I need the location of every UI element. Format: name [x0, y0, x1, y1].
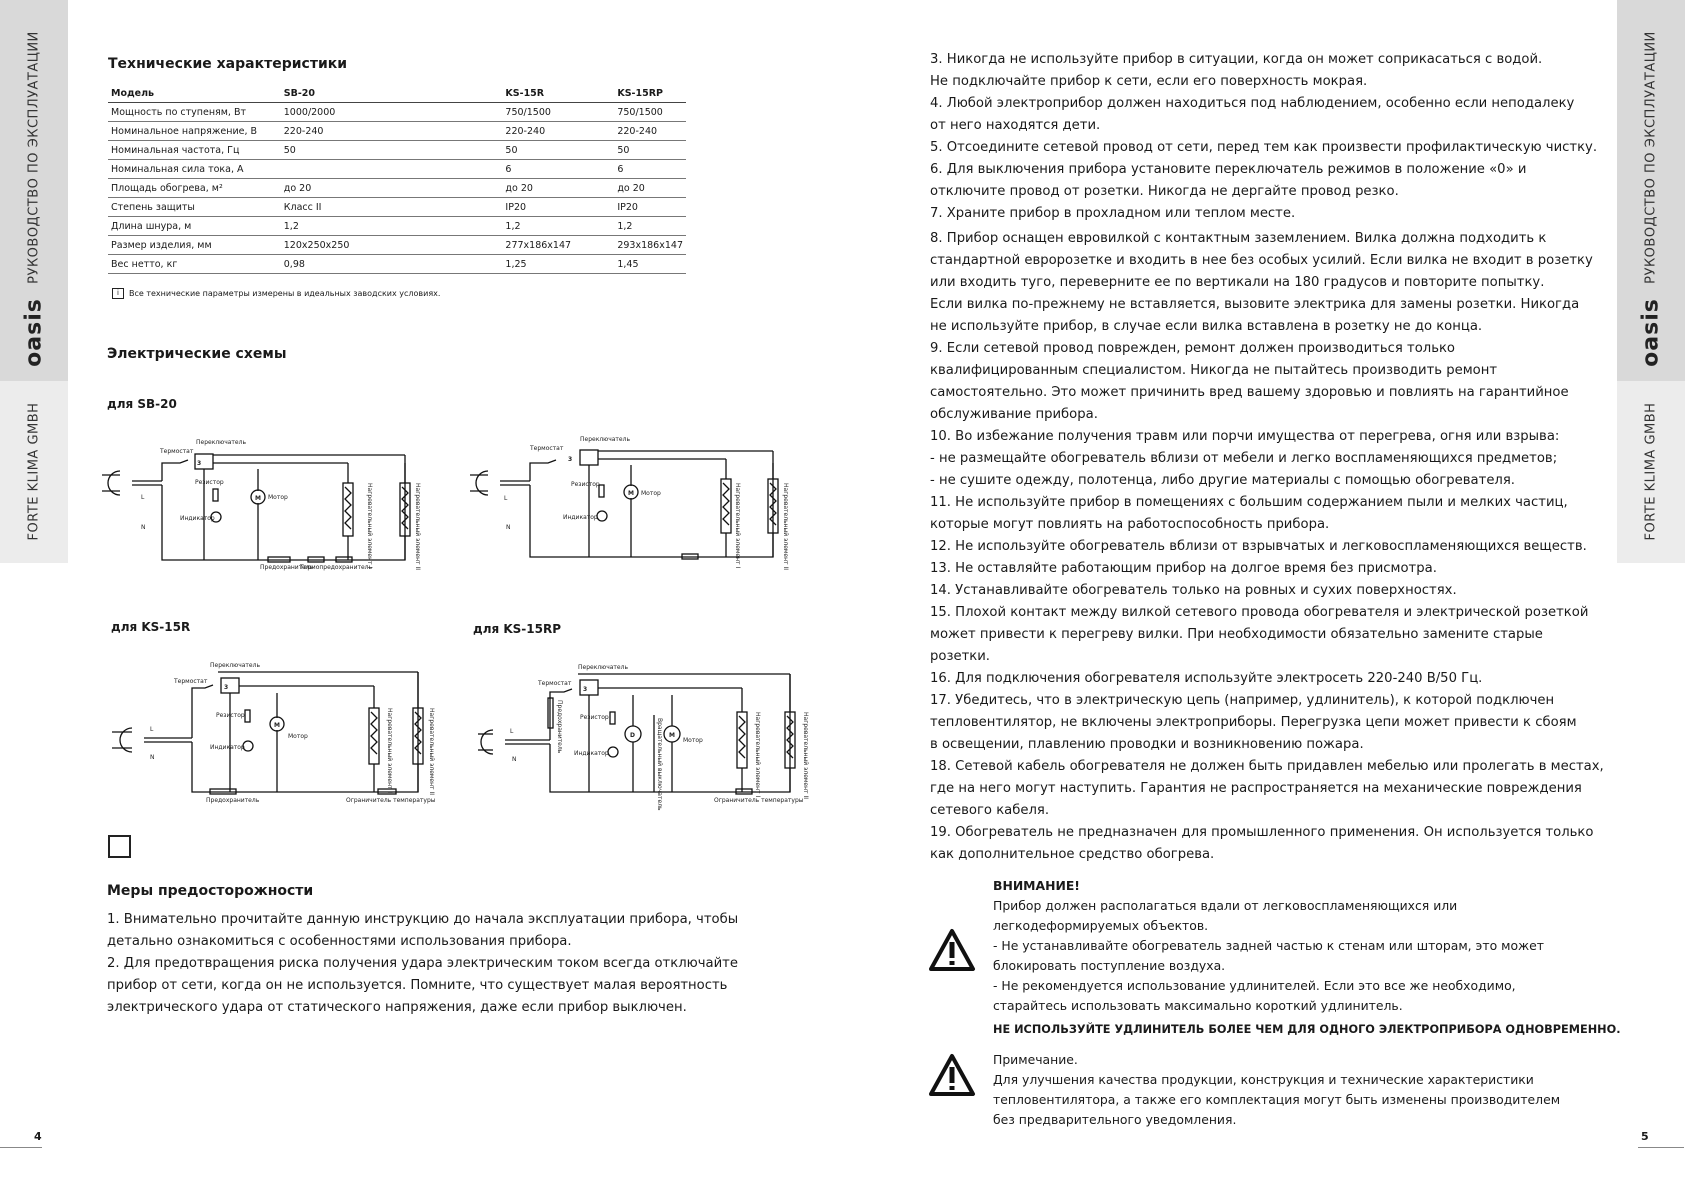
warning-line: старайтесь использовать максимально короткий удлинитель. — [993, 998, 1403, 1013]
table-row — [108, 122, 686, 141]
diagram-label-resistor: Резистор — [580, 714, 609, 721]
diagram-label-resistor: Резистор — [195, 479, 224, 486]
precaution-line: 9. Если сетевой провод поврежден, ремонт должен производиться только — [930, 341, 1455, 356]
table-cell: 750/1500 — [614, 103, 686, 122]
warning-line: - Не рекомендуется использование удлинителей. Если это все же необходимо, — [993, 978, 1516, 993]
precaution-line: самостоятельно. Это может причинить вред вашему здоровью и повлиять на гарантийное — [930, 385, 1569, 400]
precaution-line: или входить туго, переверните ее по вертикали на 180 градусов и повторите попытку. — [930, 275, 1545, 290]
table-cell: Класс II — [281, 198, 503, 217]
table-cell: Степень защиты — [108, 198, 281, 217]
diagram-label-rotation-switch: Вращательный выключатель — [656, 718, 663, 811]
diagram-label-thermostat: Термостат — [530, 445, 564, 452]
precaution-line: Не подключайте прибор к сети, если его поверхность мокрая. — [930, 74, 1368, 89]
precaution-line: 8. Прибор оснащен евровилкой с контактным заземлением. Вилка должна подходить к — [930, 231, 1547, 246]
motor-symbol: M — [255, 495, 261, 502]
diagram-label-thermostat: Термостат — [174, 678, 208, 685]
precaution-line: 12. Не используйте обогреватель вблизи от взрывчатых и легковоспламеняющихся веществ. — [930, 539, 1587, 554]
switch-position: 3 — [197, 460, 202, 467]
diagram-label-fuse: Предохранитель — [260, 564, 314, 571]
sidebar-company: FORTE KLIMA GMBH — [1643, 402, 1659, 541]
table-cell — [281, 160, 503, 179]
precaution-line: стандартной евророзетке и входить в нее без особых усилий. Если вилка не входит в розетку — [930, 253, 1593, 268]
precaution-line: которые могут повлиять на работоспособность прибора. — [930, 517, 1330, 532]
right-sidebar-bottom — [1617, 381, 1685, 563]
note-line: без предварительного уведомления. — [993, 1112, 1237, 1127]
diagram-label-heater2: Нагревательный элемент II — [802, 712, 809, 799]
scheme-label-sb20: для SB-20 — [107, 397, 177, 411]
table-cell: Номинальная сила тока, А — [108, 160, 281, 179]
table-cell: до 20 — [281, 179, 503, 198]
diagram-label-thermostat: Термостат — [538, 680, 572, 687]
precaution-line: может привести к перегреву вилки. При необходимости обязательно замените старые — [930, 627, 1543, 642]
table-cell: 0,98 — [281, 255, 503, 274]
warning-caps-text: НЕ ИСПОЛЬЗУЙТЕ УДЛИНИТЕЛЬ БОЛЕЕ ЧЕМ ДЛЯ ОДНОГО ЭЛЕКТРОПРИБОРА ОДНОВРЕМЕННО. — [993, 1023, 1621, 1036]
table-cell: 293x186x147 — [614, 236, 686, 255]
precaution-line: 19. Обогреватель не предназначен для промышленного применения. Он используется только — [930, 825, 1594, 840]
precautions-right-text-b — [930, 228, 1604, 866]
diagram-label-limiter: Ограничитель температуры — [714, 797, 804, 804]
empty-checkbox-mark — [108, 835, 131, 858]
warning-line: Прибор должен располагаться вдали от легковоспламеняющихся или — [993, 898, 1458, 913]
motor-symbol: M — [669, 732, 675, 739]
table-cell: IP20 — [502, 198, 614, 217]
precaution-line: 2. Для предотвращения риска получения удара электрическим током всегда отключайте — [107, 956, 738, 971]
table-header: KS-15R — [502, 84, 614, 103]
table-cell: Вес нетто, кг — [108, 255, 281, 274]
wiring-diagram-sb20-alt — [468, 433, 788, 573]
scheme-label-ks15r: для KS-15R — [111, 620, 191, 634]
table-cell: 50 — [502, 141, 614, 160]
table-row — [108, 179, 686, 198]
table-cell: 1000/2000 — [281, 103, 503, 122]
precaution-line: 7. Храните прибор в прохладном или теплом месте. — [930, 206, 1296, 221]
diagram-label-motor: Мотор — [683, 737, 703, 744]
line-label: L — [141, 494, 145, 501]
diagram-label-resistor: Резистор — [571, 481, 600, 488]
scheme-label-ks15rp: для KS-15RP — [473, 622, 562, 636]
diagram-label-heater1: Нагревательный элемент I — [754, 712, 761, 798]
table-row — [108, 198, 686, 217]
precaution-line: детально ознакомиться с особенностями использования прибора. — [107, 934, 572, 949]
table-cell: 1,2 — [281, 217, 503, 236]
precaution-line: - не размещайте обогреватель вблизи от мебели и легко воспламеняющихся предметов; — [930, 451, 1558, 466]
motor-symbol: M — [628, 490, 634, 497]
table-header: KS-15RP — [614, 84, 686, 103]
wiring-diagram-ks15rp — [478, 660, 818, 810]
line-label: L — [150, 726, 154, 733]
table-cell: 1,45 — [614, 255, 686, 274]
precaution-line: 14. Устанавливайте обогреватель только на ровных и сухих поверхностях. — [930, 583, 1457, 598]
diagram-label-motor: Мотор — [641, 490, 661, 497]
diagram-label-resistor: Резистор — [216, 712, 245, 719]
table-cell: 750/1500 — [502, 103, 614, 122]
table-cell: Площадь обогрева, м² — [108, 179, 281, 198]
brand-logo: oasis — [21, 298, 47, 367]
diagram-label-switch: Переключатель — [580, 436, 630, 443]
table-row — [108, 160, 686, 179]
table-cell: Длина шнура, м — [108, 217, 281, 236]
table-cell: Номинальное напряжение, В — [108, 122, 281, 141]
table-cell: 220-240 — [281, 122, 503, 141]
table-row — [108, 236, 686, 255]
schemes-title: Электрические схемы — [107, 346, 287, 362]
warning-line: легкодеформируемых объектов. — [993, 918, 1209, 933]
precaution-line: тепловентилятор, не включены электроприборы. Перегрузка цепи может привести к сбоям — [930, 715, 1577, 730]
precaution-line: 6. Для выключения прибора установите переключатель режимов в положение «0» и — [930, 162, 1527, 177]
warning-triangle-icon — [929, 928, 975, 972]
precaution-line: Если вилка по-прежнему не вставляется, вызовите электрика для замены розетки. Никогда — [930, 297, 1580, 312]
motor-symbol: M — [274, 722, 280, 729]
precaution-line: от него находятся дети. — [930, 118, 1101, 133]
table-row — [108, 217, 686, 236]
table-row — [108, 255, 686, 274]
table-cell: 277x186x147 — [502, 236, 614, 255]
diagram-label-fuse: Предохранитель — [556, 700, 563, 754]
switch-position: 3 — [224, 684, 229, 691]
neutral-label: N — [506, 524, 511, 531]
diagram-label-heater1: Нагревательный элемент I — [366, 483, 373, 569]
specs-note — [112, 288, 440, 299]
precaution-line: 16. Для подключения обогревателя используйте электросеть 220-240 В/50 Гц. — [930, 671, 1483, 686]
table-header: SB-20 — [281, 84, 503, 103]
diagram-label-switch: Переключатель — [196, 439, 246, 446]
precaution-line: 15. Плохой контакт между вилкой сетевого провода обогревателя и электрической розеткой — [930, 605, 1589, 620]
warning-line: - Не устанавливайте обогреватель задней частью к стенам или шторам, это может — [993, 938, 1545, 953]
sidebar-manual-title: РУКОВОДСТВО ПО ЭКСПЛУАТАЦИИ — [26, 31, 42, 284]
neutral-label: N — [150, 754, 155, 761]
note-line: Для улучшения качества продукции, конструкция и технические характеристики — [993, 1072, 1534, 1087]
diagram-label-indicator: Индикатор — [210, 744, 245, 751]
info-book-icon: i — [112, 288, 124, 299]
table-cell: 120x250x250 — [281, 236, 503, 255]
table-cell: Мощность по ступеням, Вт — [108, 103, 281, 122]
page-number-right: 5 — [1641, 1130, 1649, 1143]
precaution-line: - не сушите одежду, полотенца, либо другие материалы с помощью обогревателя. — [930, 473, 1515, 488]
warning-line: блокировать поступление воздуха. — [993, 958, 1226, 973]
precaution-line: розетки. — [930, 649, 990, 664]
specs-title: Технические характеристики — [108, 56, 348, 72]
precaution-line: 10. Во избежание получения травм или порчи имущества от перегрева, огня или взрыва: — [930, 429, 1560, 444]
note-line: тепловентилятора, а также его комплектация могут быть изменены производителем — [993, 1092, 1561, 1107]
left-sidebar-top — [0, 0, 68, 381]
neutral-label: N — [512, 756, 517, 763]
page-number-left: 4 — [34, 1130, 42, 1143]
diagram-label-switch: Переключатель — [578, 664, 628, 671]
specs-note-text: Все технические параметры измерены в идеальных заводских условиях. — [129, 289, 441, 298]
warning-title: ВНИМАНИЕ! — [993, 878, 1080, 893]
warning-block — [993, 876, 1621, 1040]
table-cell: IP20 — [614, 198, 686, 217]
table-cell: 220-240 — [614, 122, 686, 141]
wiring-diagram-ks15r — [110, 660, 450, 805]
table-cell: до 20 — [502, 179, 614, 198]
diagram-label-heater1: Нагревательный элемент I — [386, 708, 393, 794]
diagram-label-indicator: Индикатор — [180, 515, 215, 522]
specs-table — [108, 84, 686, 274]
table-cell: 6 — [502, 160, 614, 179]
sidebar-manual-title: РУКОВОДСТВО ПО ЭКСПЛУАТАЦИИ — [1643, 31, 1659, 284]
table-header-row — [108, 84, 686, 103]
precautions-left-text — [107, 909, 738, 1019]
diagram-label-heater2: Нагревательный элемент II — [782, 483, 789, 570]
table-cell: 50 — [281, 141, 503, 160]
precaution-line: 17. Убедитесь, что в электрическую цепь (например, удлинитель), к которой подключен — [930, 693, 1555, 708]
table-cell: Номинальная частота, Гц — [108, 141, 281, 160]
diagram-label-limiter: Ограничитель температуры — [346, 797, 436, 804]
table-row — [108, 103, 686, 122]
switch-position: 3 — [568, 456, 573, 463]
neutral-label: N — [141, 524, 146, 531]
line-label: L — [504, 495, 508, 502]
precautions-right-text-a — [930, 49, 1597, 225]
table-cell: 220-240 — [502, 122, 614, 141]
table-cell: 6 — [614, 160, 686, 179]
table-row — [108, 141, 686, 160]
brand-logo: oasis — [1638, 298, 1664, 367]
precaution-line: как дополнительное средство обогрева. — [930, 847, 1215, 862]
diagram-label-heater2: Нагревательный элемент II — [428, 708, 435, 795]
precaution-line: электрического удара от статического напряжения, даже если прибор выключен. — [107, 1000, 687, 1015]
diagram-label-thermostat: Термостат — [160, 448, 194, 455]
sidebar-company: FORTE KLIMA GMBH — [26, 402, 42, 541]
diagram-label-thermofuse: Термопредохранитель — [300, 564, 373, 571]
line-label: L — [510, 728, 514, 735]
diagram-label-indicator: Индикатор — [563, 514, 598, 521]
rotation-symbol: D — [630, 732, 635, 739]
precaution-line: отключите провод от розетки. Никогда не дергайте провод резко. — [930, 184, 1399, 199]
precautions-title: Меры предосторожности — [107, 883, 314, 899]
precaution-line: не используйте прибор, в случае если вилка вставлена в розетку не до конца. — [930, 319, 1483, 334]
note-block — [993, 1050, 1560, 1130]
precaution-line: обслуживание прибора. — [930, 407, 1098, 422]
diagram-label-switch: Переключатель — [210, 662, 260, 669]
table-cell: Размер изделия, мм — [108, 236, 281, 255]
precaution-line: 11. Не используйте прибор в помещениях с большим содержанием пыли и мелких частиц, — [930, 495, 1568, 510]
precaution-line: 4. Любой электроприбор должен находиться под наблюдением, особенно если неподалеку — [930, 96, 1575, 111]
precaution-line: 13. Не оставляйте работающим прибор на долгое время без присмотра. — [930, 561, 1437, 576]
page-divider — [0, 1147, 42, 1148]
table-cell: до 20 — [614, 179, 686, 198]
table-cell: 50 — [614, 141, 686, 160]
warning-triangle-icon — [929, 1053, 975, 1097]
page-divider — [1638, 1147, 1684, 1148]
diagram-label-fuse: Предохранитель — [206, 797, 260, 804]
table-cell: 1,2 — [614, 217, 686, 236]
precaution-line: квалифицированным специалистом. Никогда не пытайтесь производить ремонт — [930, 363, 1498, 378]
note-title: Примечание. — [993, 1052, 1078, 1067]
precaution-line: в освещении, плавлению проводки и возникновению пожара. — [930, 737, 1364, 752]
table-cell: 1,25 — [502, 255, 614, 274]
diagram-label-motor: Мотор — [288, 733, 308, 740]
table-cell: 1,2 — [502, 217, 614, 236]
switch-position: 3 — [583, 686, 588, 693]
precaution-line: 18. Сетевой кабель обогревателя не должен быть придавлен мебелью или пролегать в местах, — [930, 759, 1604, 774]
left-sidebar-bottom — [0, 381, 68, 563]
right-sidebar-top — [1617, 0, 1685, 381]
precaution-line: прибор от сети, когда он не используется. Помните, что существует малая вероятность — [107, 978, 728, 993]
precaution-line: сетевого кабеля. — [930, 803, 1050, 818]
table-header: Модель — [108, 84, 281, 103]
precaution-line: 3. Никогда не используйте прибор в ситуации, когда он может соприкасаться с водой. — [930, 52, 1543, 67]
precaution-line: 5. Отсоедините сетевой провод от сети, перед тем как произвести профилактическую чистку. — [930, 140, 1598, 155]
diagram-label-indicator: Индикатор — [574, 750, 609, 757]
diagram-label-motor: Мотор — [268, 494, 288, 501]
precaution-line: 1. Внимательно прочитайте данную инструкцию до начала эксплуатации прибора, чтобы — [107, 912, 739, 927]
wiring-diagram-sb20 — [100, 433, 420, 573]
diagram-label-heater2: Нагревательный элемент II — [414, 483, 421, 570]
precaution-line: где на него могут наступить. Гарантия не распространяется на механические повреждения — [930, 781, 1582, 796]
diagram-label-heater1: Нагревательный элемент I — [734, 483, 741, 569]
